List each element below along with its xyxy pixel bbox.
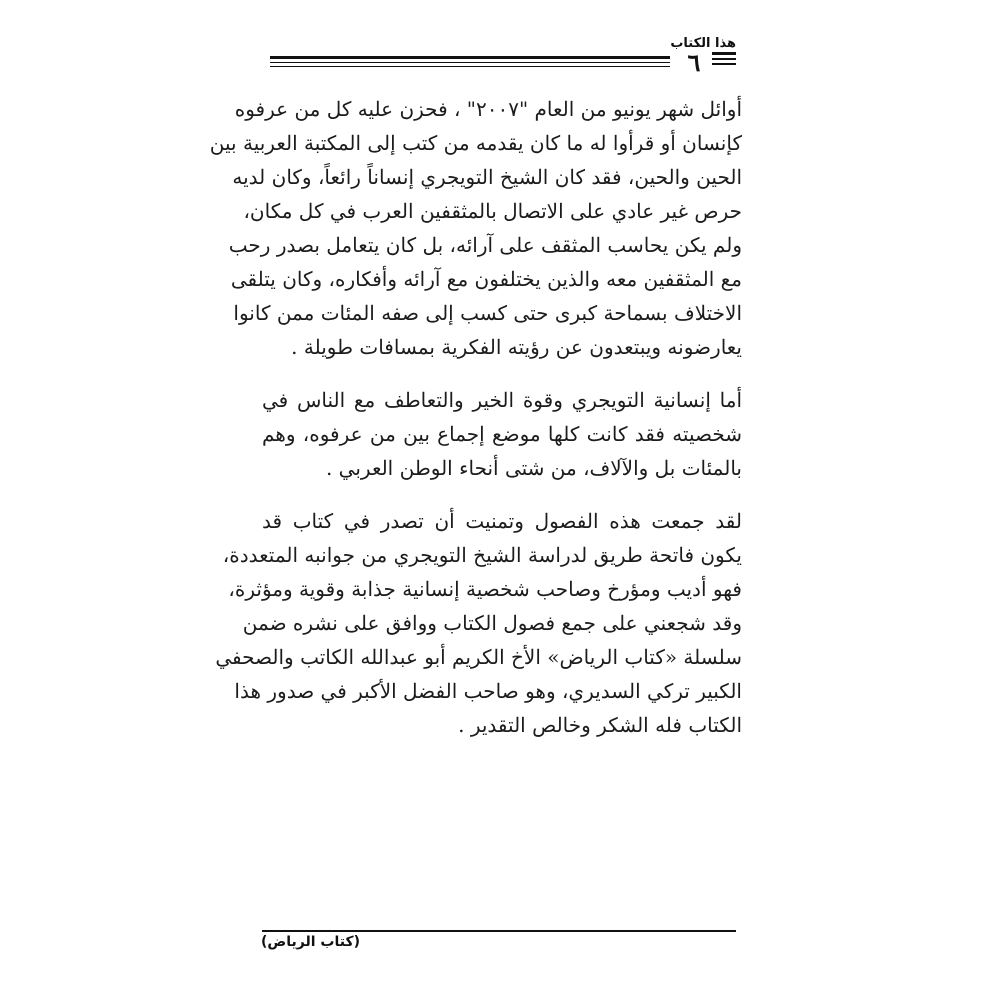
text-line: يكون فاتحة طريق لدراسة الشيخ التويجري من جوانبه المتعددة، — [222, 543, 742, 567]
text-line: مع المثقفين معه والذين يختلفون مع آرائه وأفكاره، وكان يتلقى — [230, 267, 742, 291]
text-line: أما إنسانية التويجري وقوة الخير والتعاطف مع الناس في — [262, 388, 742, 412]
text-line: وقد شجعني على جمع فصول الكتاب ووافق على نشره ضمن — [242, 611, 742, 635]
text-line: يعارضونه ويبتعدون عن رؤيته الفكرية بمسافات طويلة . — [291, 335, 742, 359]
footer-rule — [262, 930, 736, 932]
paragraph-3 — [215, 504, 742, 742]
text-line: الحين والحين، فقد كان الشيخ التويجري إنساناً رائعاً، وكان لديه — [232, 165, 742, 189]
header-rule-thick — [270, 56, 670, 59]
footer-series-title: (كتاب الرياض) — [261, 934, 360, 950]
running-head-title: هذا الكتاب — [670, 36, 736, 51]
text-line: الكبير تركي السديري، وهو صاحب الفضل الأكبر في صدور هذا — [234, 679, 742, 703]
paragraph-1 — [209, 92, 742, 364]
page-number: ٦ — [687, 48, 701, 77]
text-line: فهو أديب ومؤرخ وصاحب شخصية إنسانية جذابة وقوية ومؤثرة، — [228, 577, 742, 601]
text-line: لقد جمعت هذه الفصول وتمنيت أن تصدر في كتاب قد — [262, 509, 742, 533]
text-line: كإنسان أو قرأوا له ما كان يقدمه من كتب إلى المكتبة العربية بين — [209, 131, 742, 155]
paragraph-2 — [262, 383, 742, 485]
header-rule-thin-lower — [270, 66, 670, 67]
text-line: ولم يكن يحاسب المثقف على آرائه، بل كان يتعامل بصدر رحب — [228, 233, 742, 257]
body-text — [209, 92, 742, 761]
text-line: حرص غير عادي على الاتصال بالمثقفين العرب في كل مكان، — [243, 199, 742, 223]
text-line: الكتاب فله الشكر وخالص التقدير . — [458, 713, 742, 737]
text-line: أوائل شهر يونيو من العام "٢٠٠٧" ، فحزن عليه كل من عرفوه — [234, 97, 742, 121]
text-line: سلسلة «كتاب الرياض» الأخ الكريم أبو عبدالله الكاتب والصحفي — [215, 645, 742, 669]
text-line: بالمئات بل والآلاف، من شتى أنحاء الوطن العربي . — [325, 456, 742, 480]
header-ornament-icon — [712, 52, 736, 68]
text-line: الاختلاف بسماحة كبرى حتى كسب إلى صفه المئات ممن كانوا — [233, 301, 742, 325]
header-rule-thin — [270, 62, 670, 63]
text-line: شخصيته فقد كانت كلها موضع إجماع بين من عرفوه، وهم — [262, 422, 742, 446]
